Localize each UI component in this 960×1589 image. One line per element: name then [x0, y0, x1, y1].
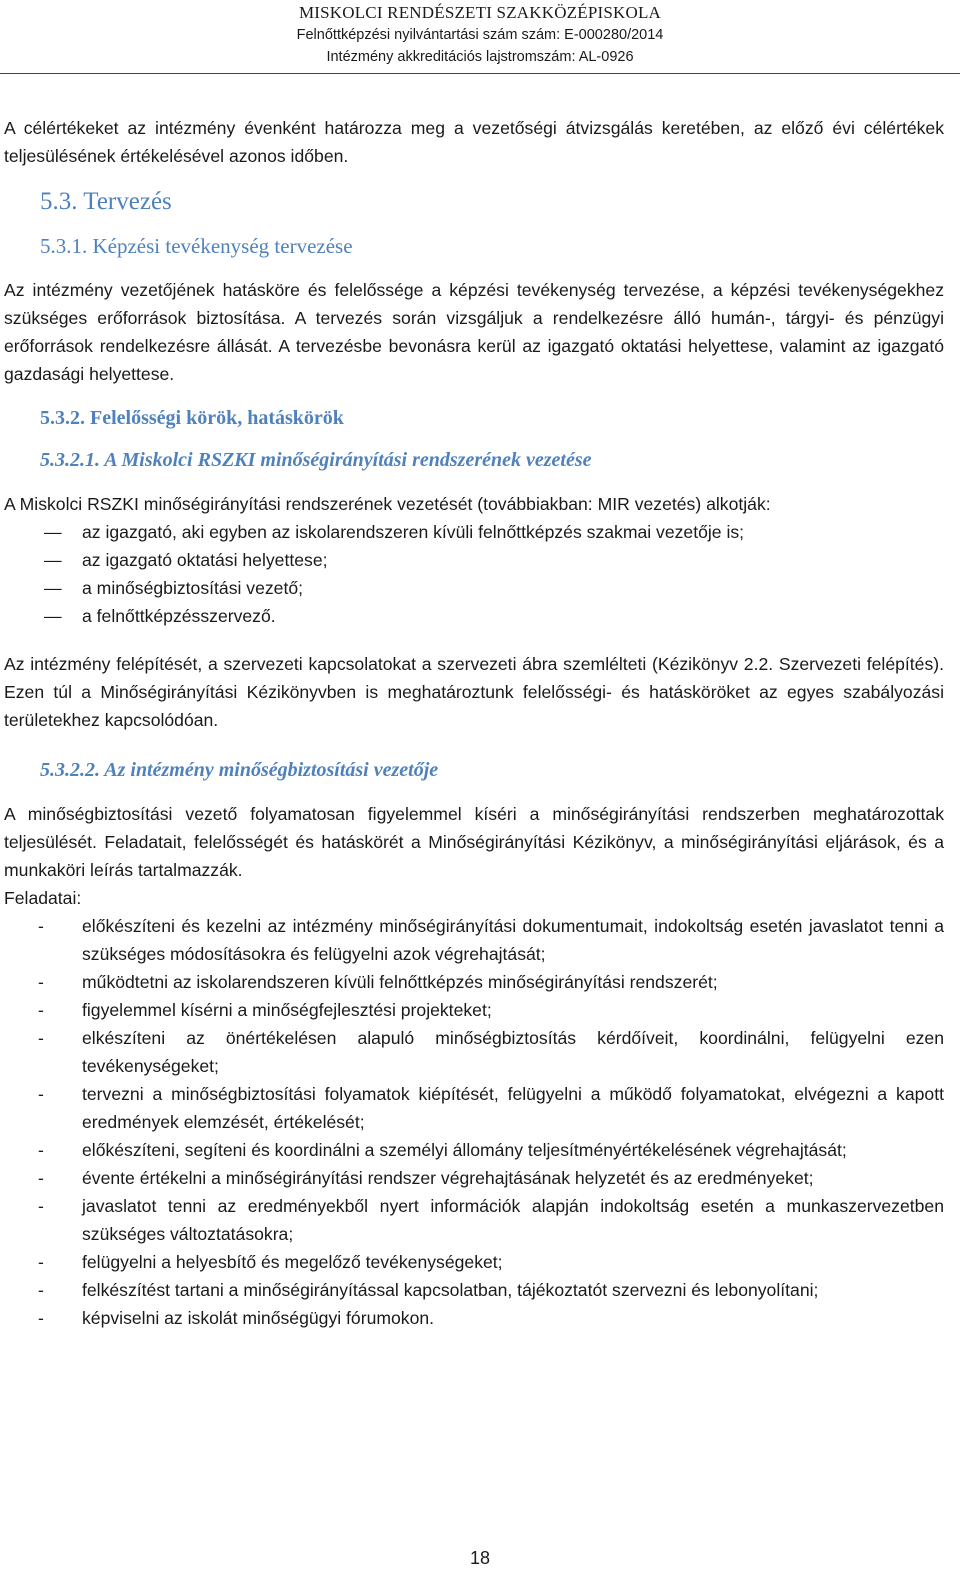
heading-5-3-1: 5.3.1. Képzési tevékenység tervezése	[40, 234, 353, 258]
list-marker: -	[38, 1028, 44, 1048]
page-content	[4, 114, 944, 1332]
list-item-text: a minőségbiztosítási vezető;	[82, 578, 304, 598]
list-item-text: elkészíteni az önértékelésen alapuló minőségbiztosítás kérdőíveit, koordinálni, felügyelni ezen tevékenységeket;	[82, 1028, 944, 1076]
tasks-list	[4, 912, 944, 1332]
list-marker: —	[44, 578, 62, 598]
list-item	[4, 1304, 944, 1332]
list-marker: -	[38, 1280, 44, 1300]
paragraph-quality-manager: A minőségbiztosítási vezető folyamatosan figyelemmel kíséri a minőségirányítási rendszerben meghatározottak teljesülését. Feladatait, felelősségét és hatáskörét a Minőségirányítási Kézikönyv, a minőségirányítási eljárások, és a munkaköri leírás tartalmazzák.	[4, 804, 944, 880]
list-item-text: felkészítést tartani a minőségirányítással kapcsolatban, tájékoztatót szervezni és lebonyolítani;	[82, 1280, 819, 1300]
heading-5-3-2-1: 5.3.2.1. A Miskolci RSZKI minőségirányítási rendszerének vezetése	[40, 449, 592, 471]
list-item	[4, 518, 944, 546]
page-header	[0, 2, 960, 68]
list-marker: -	[38, 972, 44, 992]
list-item-text: javaslatot tenni az eredményekből nyert információk alapján indokoltság esetén a munkaszervezetben szükséges változtatásokra;	[82, 1196, 944, 1244]
list-marker: —	[44, 606, 62, 626]
list-item	[4, 1248, 944, 1276]
header-divider	[0, 73, 960, 74]
list-item-text: az igazgató, aki egyben az iskolarendszeren kívüli felnőttképzés szakmai vezetője is;	[82, 522, 745, 542]
list-marker: -	[38, 1140, 44, 1160]
mir-members-list	[4, 518, 944, 630]
list-item-text: képviselni az iskolát minőségügyi fórumokon.	[82, 1308, 435, 1328]
list-item-text: előkészíteni és kezelni az intézmény minőségirányítási dokumentumait, indokoltság esetén javaslatot tenni a szükséges módosításokra és felügyelni azok végrehajtását;	[82, 916, 944, 964]
list-item	[4, 1192, 944, 1248]
list-marker: -	[38, 1252, 44, 1272]
heading-5-3-2-2: 5.3.2.2. Az intézmény minőségbiztosítási vezetője	[40, 759, 439, 781]
list-marker: —	[44, 550, 62, 570]
list-item	[4, 1080, 944, 1136]
list-marker: -	[38, 916, 44, 936]
heading-5-3: 5.3. Tervezés	[40, 188, 172, 215]
list-item	[4, 1136, 944, 1164]
list-marker: -	[38, 1168, 44, 1188]
list-marker: -	[38, 1308, 44, 1328]
list-item	[4, 1164, 944, 1192]
tasks-label: Feladatai:	[4, 888, 82, 908]
list-item	[4, 1024, 944, 1080]
list-item-text: évente értékelni a minőségirányítási rendszer végrehajtásának helyzetét és az eredményeket;	[82, 1168, 814, 1188]
list-item-text: működtetni az iskolarendszeren kívüli felnőttképzés minőségirányítási rendszerét;	[82, 972, 718, 992]
list-item-text: felügyelni a helyesbítő és megelőző tevékenységeket;	[82, 1252, 503, 1272]
list-item	[4, 1276, 944, 1304]
paragraph-mir-lead: A Miskolci RSZKI minőségirányítási rendszerének vezetését (továbbiakban: MIR vezetés) alkotják:	[4, 494, 771, 514]
header-institution: MISKOLCI RENDÉSZETI SZAKKÖZÉPISKOLA	[298, 3, 662, 22]
heading-5-3-2: 5.3.2. Felelősségi körök, hatáskörök	[40, 407, 344, 429]
list-item-text: figyelemmel kísérni a minőségfejlesztési projekteket;	[82, 1000, 492, 1020]
list-marker: -	[38, 1084, 44, 1104]
list-item-text: a felnőttképzésszervező.	[82, 606, 276, 626]
list-item	[4, 546, 944, 574]
list-item-text: tervezni a minőségbiztosítási folyamatok kiépítését, felügyelni a működő folyamatokat, elvégezni a kapott eredmények elemzését, értékelését;	[82, 1084, 944, 1132]
list-item	[4, 912, 944, 968]
paragraph-structure: Az intézmény felépítését, a szervezeti kapcsolatokat a szervezeti ábra szemlélteti (Kézikönyv 2.2. Szervezeti felépítés). Ezen túl a Minőségirányítási Kézikönyvben is meghatároztunk felelősségi- és hatásköröket az egyes szabályozási területekhez kapcsolódóan.	[4, 654, 944, 730]
intro-paragraph: A célértékeket az intézmény évenként határozza meg a vezetőségi átvizsgálás keretében, az előző évi célértékek teljesülésének értékelésével azonos időben.	[4, 118, 944, 166]
list-item	[4, 996, 944, 1024]
header-accreditation: Intézmény akkreditációs lajstromszám: AL-0926	[326, 49, 634, 65]
list-marker: -	[38, 1196, 44, 1216]
page-number: 18	[469, 1548, 491, 1568]
list-marker: —	[44, 522, 62, 542]
header-registration: Felnőttképzési nyilvántartási szám szám: E-000280/2014	[296, 27, 664, 43]
list-marker: -	[38, 1000, 44, 1020]
list-item	[4, 574, 944, 602]
list-item-text: előkészíteni, segíteni és koordinálni a személyi állomány teljesítményértékelésének végrehajtását;	[82, 1140, 847, 1160]
list-item	[4, 968, 944, 996]
list-item-text: az igazgató oktatási helyettese;	[82, 550, 328, 570]
paragraph-5-3-1: Az intézmény vezetőjének hatásköre és felelőssége a képzési tevékenység tervezése, a képzési tevékenységekhez szükséges erőforrások biztosítása. A tervezés során vizsgáljuk a rendelkezésre álló humán-, tárgyi- és pénzügyi erőforrások rendelkezésre állását. A tervezésbe bevonásra kerül az igazgató oktatási helyettese, valamint az igazgató gazdasági helyettese.	[4, 280, 944, 384]
list-item	[4, 602, 944, 630]
